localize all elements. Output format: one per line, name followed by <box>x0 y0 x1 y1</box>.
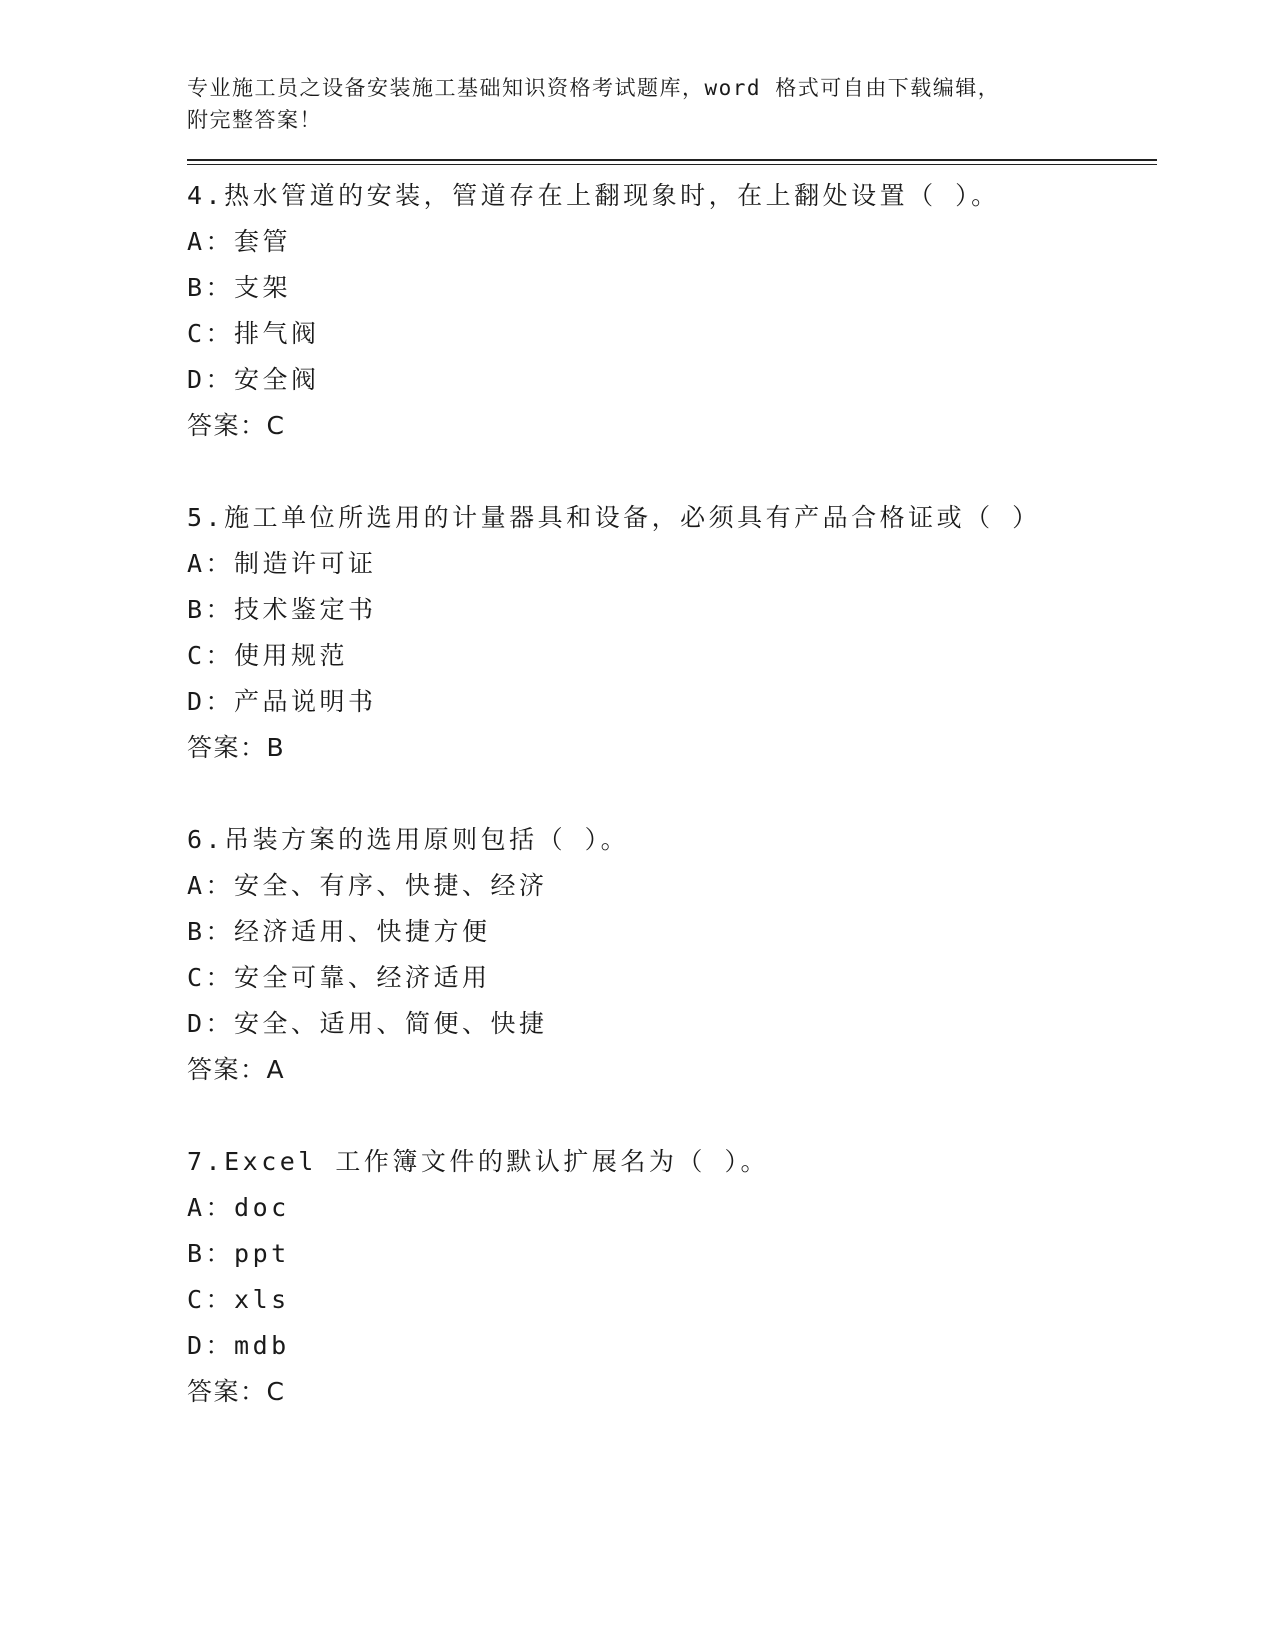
question-stem: 7.Excel 工作簿文件的默认扩展名为（ ）。 <box>187 1147 769 1176</box>
answer-line: 答案：B <box>187 733 286 762</box>
option-b: B：ppt <box>187 1239 290 1268</box>
answer-line: 答案：C <box>187 411 286 440</box>
option-a: A：制造许可证 <box>187 549 377 578</box>
option-b: B：技术鉴定书 <box>187 595 377 624</box>
question-stem: 6.吊装方案的选用原则包括（ ）。 <box>187 825 630 854</box>
question-4 <box>187 173 1157 449</box>
header-divider-thick <box>187 159 1157 161</box>
option-b: B：支架 <box>187 273 292 302</box>
answer-line: 答案：C <box>187 1377 286 1406</box>
document-page <box>187 72 1157 1415</box>
header-divider-thin <box>187 164 1157 165</box>
option-c: C：使用规范 <box>187 641 349 670</box>
option-d: D：产品说明书 <box>187 687 377 716</box>
option-d: D：mdb <box>187 1331 290 1360</box>
document-header-line-1: 专业施工员之设备安装施工基础知识资格考试题库，word 格式可自由下载编辑， <box>187 76 1001 100</box>
question-7 <box>187 1139 1157 1415</box>
option-a: A：安全、有序、快捷、经济 <box>187 871 548 900</box>
option-c: C：排气阀 <box>187 319 320 348</box>
option-a: A：doc <box>187 1193 290 1222</box>
option-a: A：套管 <box>187 227 292 256</box>
option-d: D：安全、适用、简便、快捷 <box>187 1009 548 1038</box>
option-d: D：安全阀 <box>187 365 320 394</box>
option-c: C：安全可靠、经济适用 <box>187 963 491 992</box>
document-header-line-2: 附完整答案！ <box>187 108 322 132</box>
question-stem: 5.施工单位所选用的计量器具和设备，必须具有产品合格证或（ ） <box>187 503 1041 532</box>
question-stem: 4.热水管道的安装，管道存在上翻现象时，在上翻处设置（ ）。 <box>187 181 1000 210</box>
answer-line: 答案：A <box>187 1055 286 1084</box>
question-6 <box>187 817 1157 1093</box>
option-c: C：xls <box>187 1285 290 1314</box>
question-5 <box>187 495 1157 771</box>
option-b: B：经济适用、快捷方便 <box>187 917 491 946</box>
